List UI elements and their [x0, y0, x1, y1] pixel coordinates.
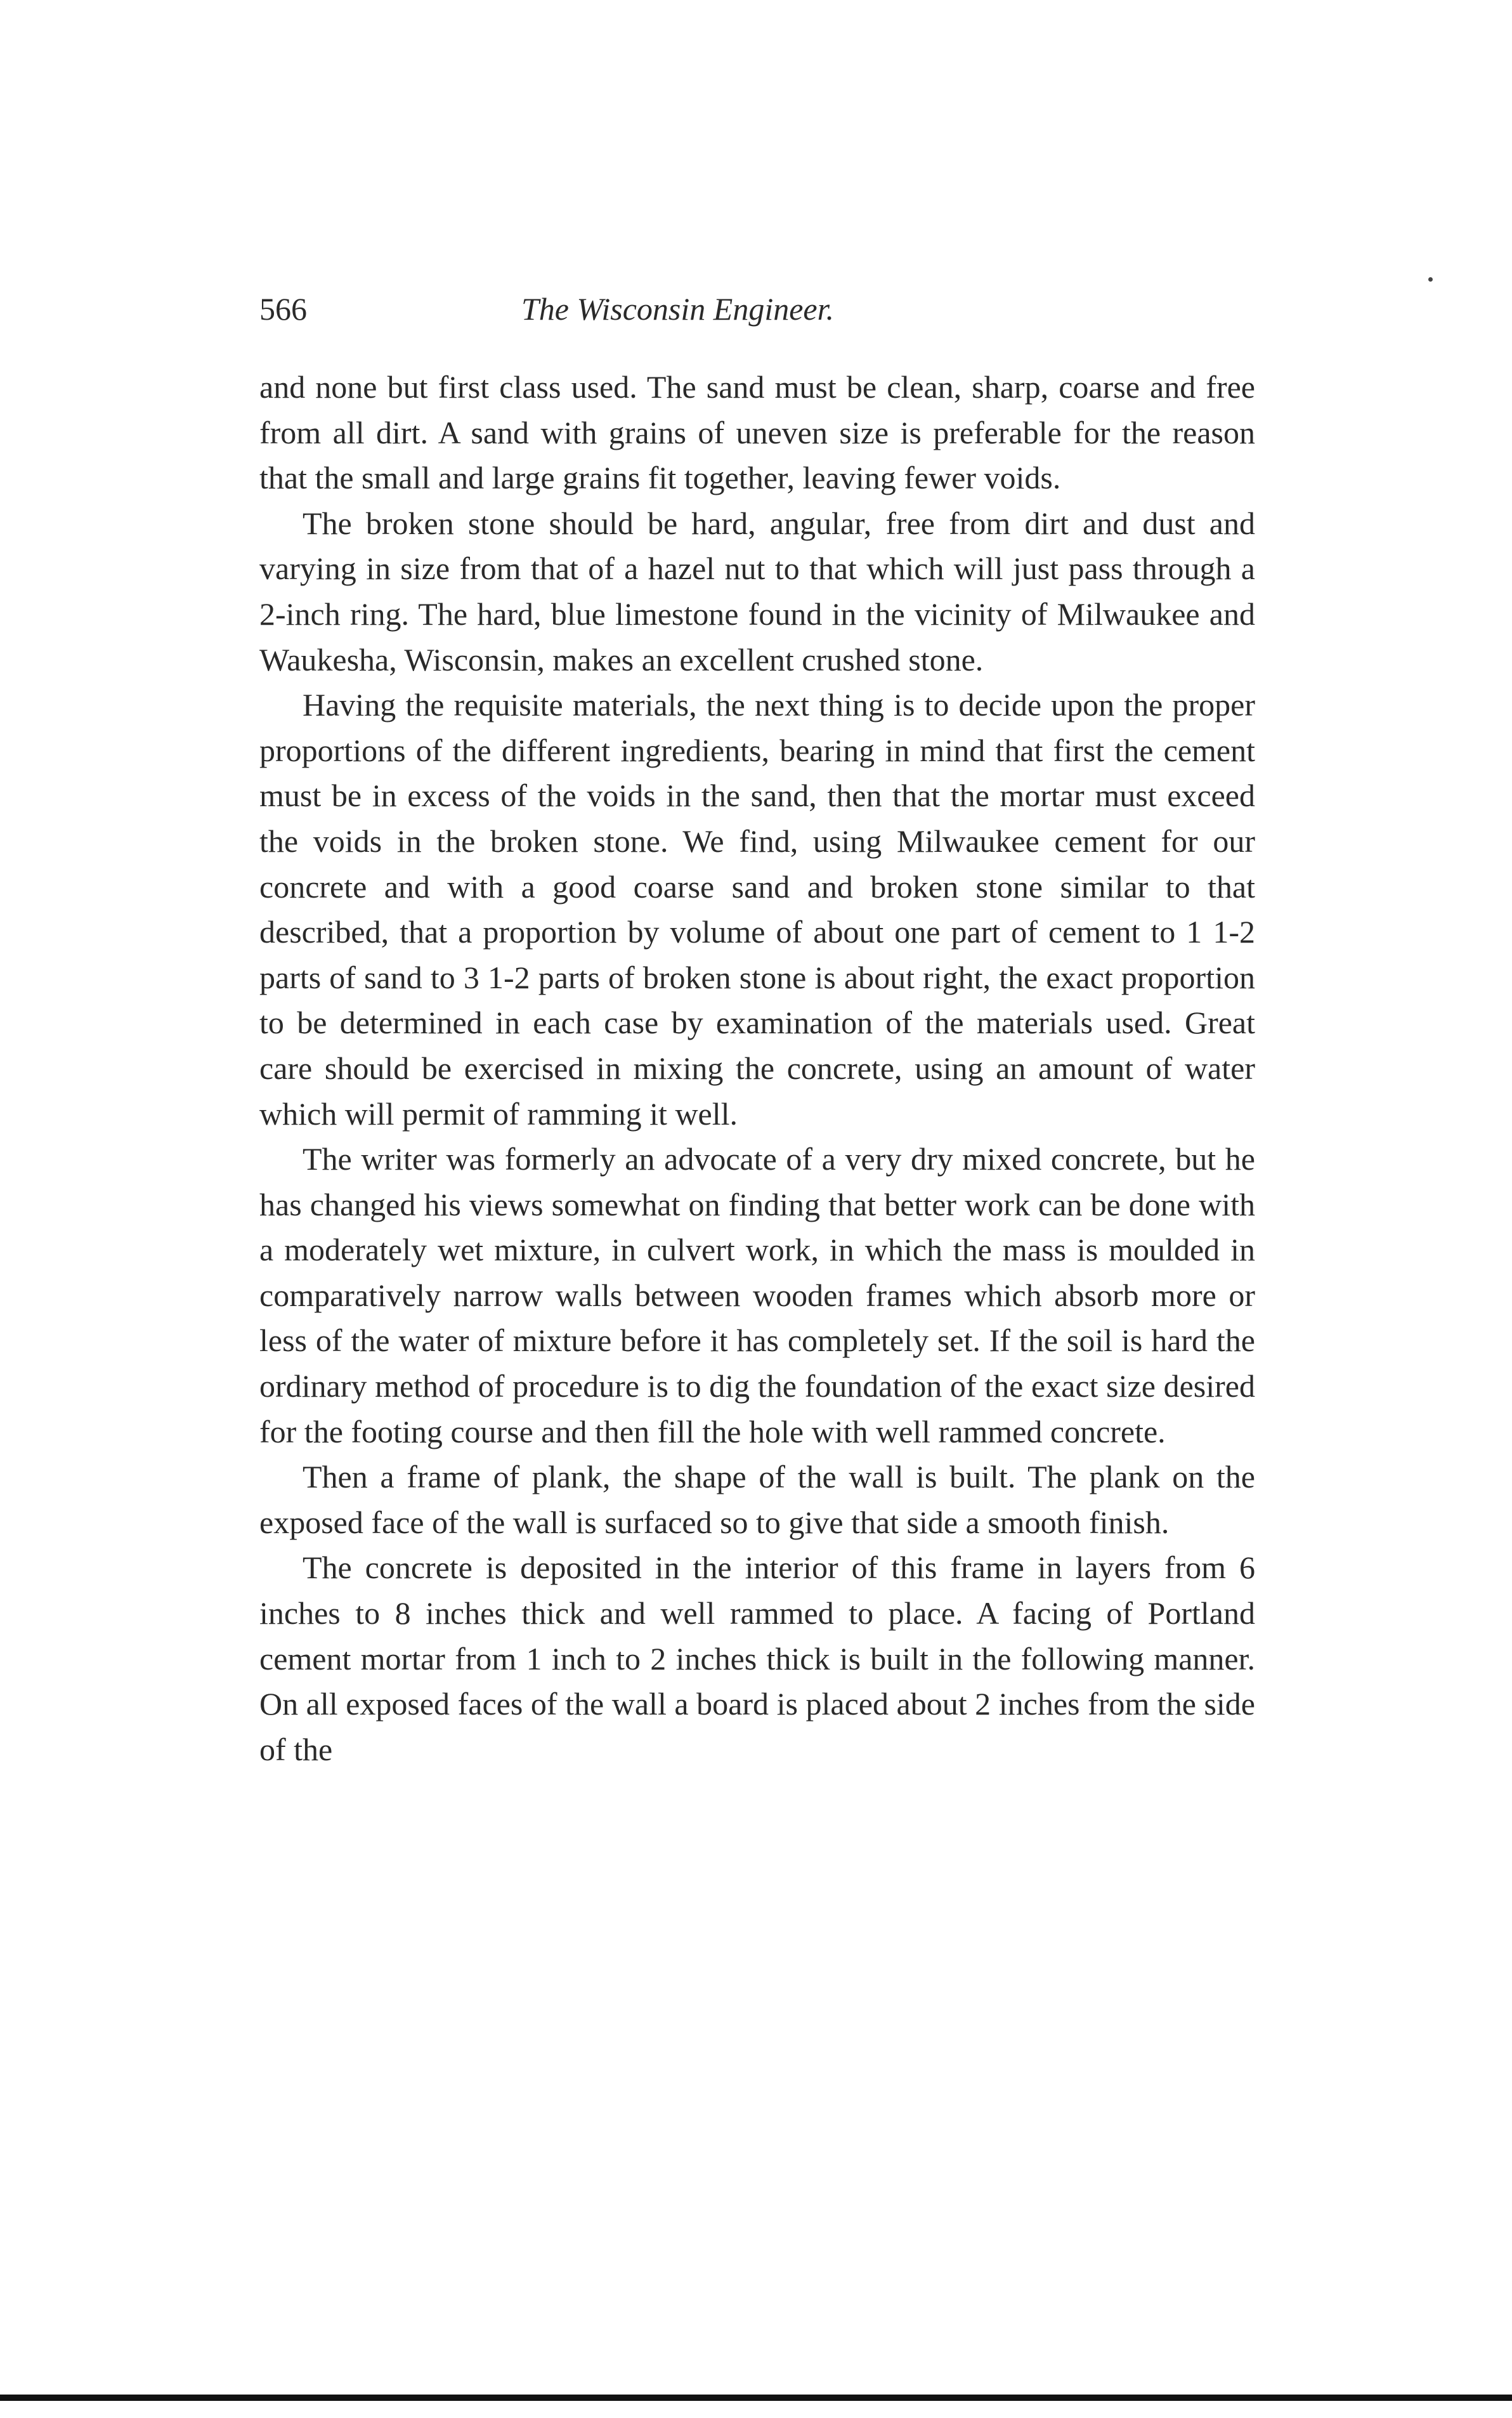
paragraph-continued: and none but first class used. The sand must be clean, sharp, coarse and free from all dirt. A sand with grains of uneven size is preferable for the reason that the small and large grains fit together, leaving fewer voids.: [259, 369, 1255, 496]
paragraph-broken-stone: The broken stone should be hard, angular, free from dirt and dust and varying in size from that of a hazel nut to that which will just pass through a 2-inch ring. The hard, blue limestone found in the vicinity of Milwaukee and Waukesha, Wisconsin, makes an excellent crushed stone.: [259, 505, 1255, 677]
page-number: 566: [259, 291, 307, 327]
paragraph-facing: The concrete is deposited in the interior of this frame in layers from 6 inches to 8 inches thick and well rammed to place. A facing of Portland cement mortar from 1 inch to 2 inches thick is built in the following manner. On all exposed faces of the wall a board is placed about 2 inches from the side of the: [259, 1550, 1255, 1767]
paragraph-mixing: The writer was formerly an advocate of a very dry mixed concrete, but he has changed his views somewhat on finding that better work can be done with a moderately wet mixture, in culvert work, in which the mass is moulded in comparatively narrow walls between wooden frames which absorb more or less of the water of mixture before it has completely set. If the soil is hard the ordinary method of procedure is to dig the foundation of the exact size desired for the footing course and then fill the hole with well rammed concrete.: [259, 1141, 1255, 1449]
journal-title: The Wisconsin Engineer.: [521, 291, 835, 327]
body-text: [259, 365, 1255, 1772]
paragraph-frame: Then a frame of plank, the shape of the wall is built. The plank on the exposed face of the wall is surfaced so to give that side a smooth finish.: [259, 1459, 1255, 1540]
paragraph-proportions: Having the requisite materials, the next thing is to decide upon the proper proportions of the different ingredients, bearing in mind that first the cement must be in excess of the voids in the sand, then that the mortar must exceed the voids in the broken stone. We find, using Milwaukee cement for our concrete and with a good coarse sand and broken stone similar to that described, that a proportion by volume of about one part of cement to 1 1-2 parts of sand to 3 1-2 parts of broken stone is about right, the exact proportion to be determined in each case by examination of the materials used. Great care should be exercised in mixing the concrete, using an amount of water which will permit of ramming it well.: [259, 687, 1255, 1132]
scan-bottom-edge: [0, 2395, 1512, 2401]
running-head: [259, 287, 1255, 331]
scan-speck: [1428, 277, 1433, 282]
